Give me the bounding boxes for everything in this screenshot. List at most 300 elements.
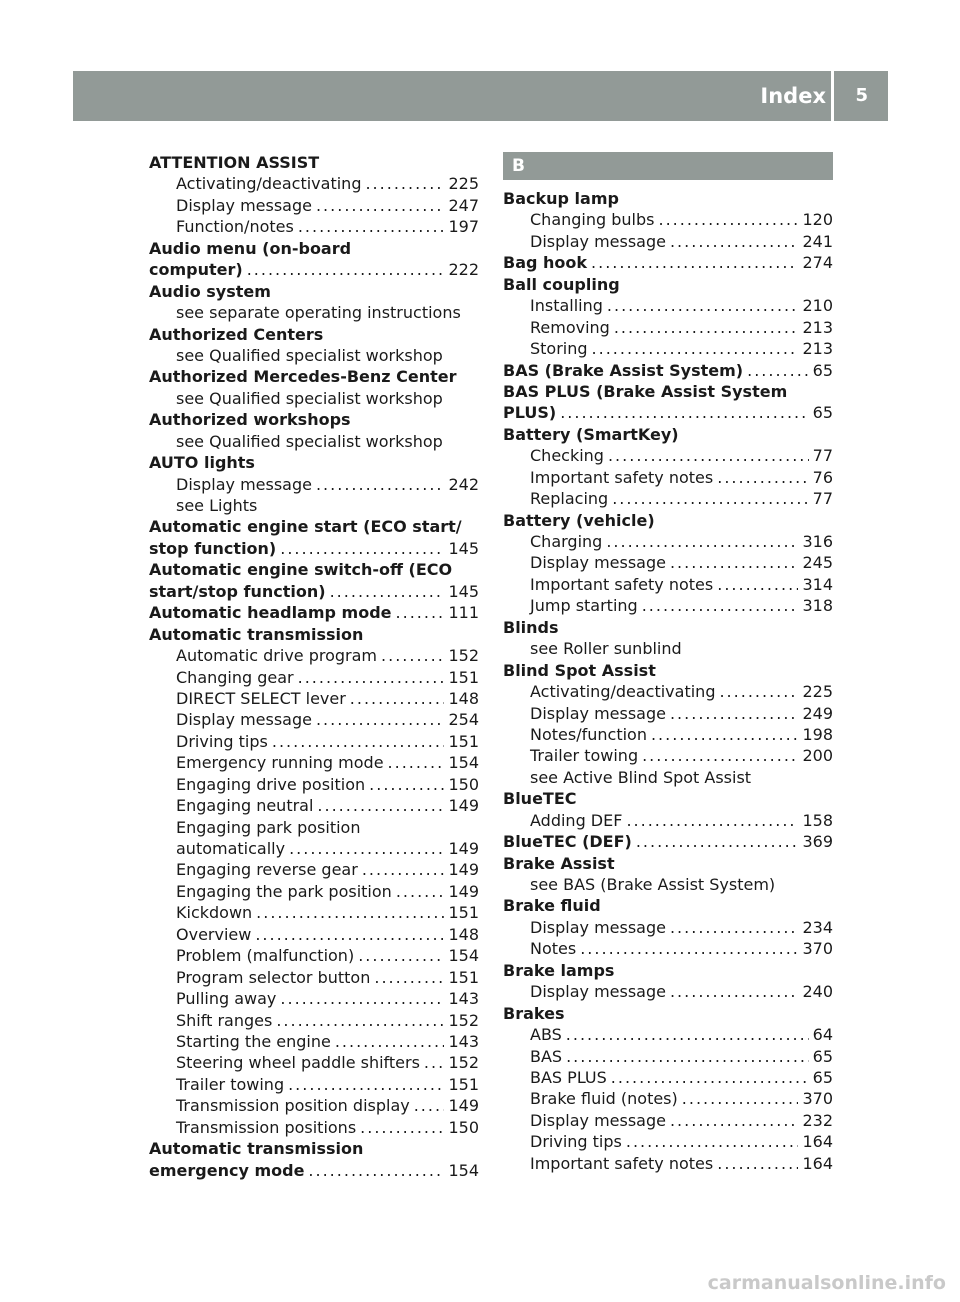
index-entry bbox=[503, 874, 833, 895]
entry-page-number[interactable]: 154 bbox=[448, 1160, 479, 1180]
entry-text: Automatic engine start (ECO start/ bbox=[149, 517, 462, 537]
entry-text: computer) bbox=[149, 260, 243, 280]
index-entry bbox=[503, 274, 833, 295]
dot-leader bbox=[670, 231, 798, 252]
index-entry bbox=[503, 317, 833, 338]
dot-leader bbox=[255, 924, 444, 945]
index-entry bbox=[149, 645, 479, 666]
index-entry bbox=[149, 1010, 479, 1031]
entry-text: Transmission positions bbox=[176, 1117, 357, 1137]
entry-page-number[interactable]: 65 bbox=[812, 1067, 833, 1087]
index-entry bbox=[503, 574, 833, 595]
entry-page-number[interactable]: 65 bbox=[812, 403, 833, 423]
dot-leader bbox=[316, 474, 444, 495]
dot-leader bbox=[335, 1031, 445, 1052]
dot-leader bbox=[276, 1010, 444, 1031]
entry-text: Notes/function bbox=[530, 724, 647, 744]
entry-text: BAS (Brake Assist System) bbox=[503, 360, 744, 380]
entry-text: Trailer towing bbox=[530, 746, 639, 766]
dot-leader bbox=[747, 360, 809, 381]
dot-leader bbox=[717, 574, 798, 595]
index-entry bbox=[503, 1131, 833, 1152]
entry-text: Authorized Centers bbox=[149, 324, 324, 344]
index-entry bbox=[503, 531, 833, 552]
entry-page-number[interactable]: 65 bbox=[812, 1046, 833, 1066]
entry-page-number[interactable]: 154 bbox=[448, 946, 479, 966]
entry-text: Brakes bbox=[503, 1003, 565, 1023]
entry-page-number[interactable]: 234 bbox=[802, 917, 833, 937]
entry-text: PLUS) bbox=[503, 403, 557, 423]
index-entry bbox=[503, 424, 833, 445]
entry-text: Audio menu (on-board bbox=[149, 238, 352, 258]
entry-text: Authorized workshops bbox=[149, 410, 351, 430]
index-entry bbox=[503, 788, 833, 809]
index-entry bbox=[503, 745, 833, 766]
entry-page-number[interactable]: 149 bbox=[448, 881, 479, 901]
entry-text: see BAS (Brake Assist System) bbox=[530, 875, 776, 894]
entry-text: Storing bbox=[530, 339, 588, 359]
dot-leader bbox=[308, 1160, 444, 1181]
entry-page-number[interactable]: 316 bbox=[802, 532, 833, 551]
entry-text: see Lights bbox=[176, 496, 258, 515]
index-entry bbox=[149, 859, 479, 880]
index-entry bbox=[149, 559, 479, 580]
index-entry bbox=[149, 152, 479, 173]
entry-text: Brake lamps bbox=[503, 960, 615, 980]
index-entry bbox=[149, 624, 479, 645]
entry-page-number[interactable]: 213 bbox=[802, 339, 833, 359]
entry-text: Changing gear bbox=[176, 667, 294, 687]
entry-page-number[interactable]: 274 bbox=[802, 253, 833, 273]
entry-text: Engaging reverse gear bbox=[176, 860, 358, 880]
entry-text: Authorized Mercedes-Benz Center bbox=[149, 367, 457, 387]
entry-page-number[interactable]: 200 bbox=[802, 746, 833, 766]
index-column-left bbox=[149, 152, 479, 1181]
entry-page-number[interactable]: 65 bbox=[812, 360, 833, 380]
index-entry bbox=[149, 1095, 479, 1116]
entry-text: Automatic drive program bbox=[176, 646, 378, 666]
dot-leader bbox=[358, 945, 444, 966]
entry-text: Bag hook bbox=[503, 253, 588, 273]
entry-text: Display message bbox=[530, 917, 666, 937]
dot-leader bbox=[670, 917, 798, 938]
index-entry bbox=[503, 1067, 833, 1088]
dot-leader bbox=[280, 538, 444, 559]
entry-text: BlueTEC (DEF) bbox=[503, 832, 632, 852]
section-title: Index bbox=[760, 84, 826, 108]
index-entry bbox=[149, 967, 479, 988]
index-entry bbox=[503, 960, 833, 981]
dot-leader bbox=[682, 1088, 799, 1109]
entry-text: Display message bbox=[530, 1110, 666, 1130]
entry-text: Charging bbox=[530, 532, 603, 551]
entry-text: Blind Spot Assist bbox=[503, 660, 656, 680]
entry-page-number[interactable]: 76 bbox=[812, 467, 833, 487]
entry-page-number[interactable]: 232 bbox=[802, 1110, 833, 1130]
entry-text: Jump starting bbox=[530, 596, 638, 616]
entry-page-number[interactable]: 149 bbox=[448, 860, 479, 880]
entry-page-number[interactable]: 241 bbox=[802, 231, 833, 251]
entry-text: Important safety notes bbox=[530, 574, 714, 594]
index-entry bbox=[503, 703, 833, 724]
entry-text: Driving tips bbox=[530, 1132, 622, 1152]
entry-text: BAS PLUS bbox=[530, 1067, 607, 1087]
dot-leader bbox=[658, 209, 798, 230]
dot-leader bbox=[374, 967, 444, 988]
entry-text: see Qualified specialist workshop bbox=[176, 388, 443, 408]
entry-text: Starting the engine bbox=[176, 1031, 331, 1051]
index-entry bbox=[149, 795, 479, 816]
dot-leader bbox=[256, 902, 444, 923]
index-entries-right bbox=[503, 188, 833, 1174]
entry-text: Automatic transmission bbox=[149, 624, 364, 644]
entry-text: start/stop function) bbox=[149, 581, 326, 601]
entry-page-number[interactable]: 64 bbox=[812, 1025, 833, 1045]
entry-page-number[interactable]: 314 bbox=[802, 574, 833, 594]
entry-text: see separate operating instructions bbox=[176, 303, 461, 323]
dot-leader bbox=[651, 724, 798, 745]
index-entry bbox=[503, 617, 833, 638]
dot-leader bbox=[566, 1046, 809, 1067]
page-number: 5 bbox=[855, 85, 868, 106]
index-entry bbox=[149, 602, 479, 623]
entry-page-number[interactable]: 225 bbox=[448, 174, 479, 194]
entry-page-number[interactable]: 164 bbox=[802, 1132, 833, 1152]
index-entry bbox=[149, 1074, 479, 1095]
dot-leader bbox=[316, 195, 444, 216]
header-divider bbox=[831, 71, 834, 121]
entry-page-number[interactable]: 149 bbox=[448, 1096, 479, 1116]
entry-page-number[interactable]: 145 bbox=[448, 581, 479, 601]
entry-page-number[interactable]: 164 bbox=[802, 1153, 833, 1173]
entry-text: Checking bbox=[530, 446, 604, 466]
index-entry bbox=[503, 252, 833, 273]
index-entry bbox=[503, 1088, 833, 1109]
entry-text: Display message bbox=[530, 553, 666, 573]
entry-text: BlueTEC bbox=[503, 789, 577, 809]
entry-page-number[interactable]: 143 bbox=[448, 1031, 479, 1051]
dot-leader bbox=[717, 467, 808, 488]
entry-page-number[interactable]: 148 bbox=[448, 924, 479, 944]
index-entry bbox=[503, 402, 833, 423]
entry-text: Audio system bbox=[149, 281, 271, 301]
index-entry bbox=[149, 1031, 479, 1052]
entry-text: Blinds bbox=[503, 617, 559, 637]
entry-text: see Qualified specialist workshop bbox=[176, 345, 443, 365]
entry-text: Engaging neutral bbox=[176, 796, 314, 816]
index-entry bbox=[149, 366, 479, 387]
index-entry bbox=[149, 474, 479, 495]
dot-leader bbox=[288, 1074, 444, 1095]
entry-text: Changing bulbs bbox=[530, 210, 655, 230]
index-entry bbox=[149, 345, 479, 366]
entry-text: Display message bbox=[176, 195, 312, 215]
dot-leader bbox=[396, 881, 445, 902]
entry-text: Function/notes bbox=[176, 217, 294, 237]
index-entry bbox=[503, 1153, 833, 1174]
entry-text: Driving tips bbox=[176, 731, 268, 751]
entry-page-number[interactable]: 151 bbox=[448, 1074, 479, 1094]
index-entry bbox=[149, 902, 479, 923]
index-entry bbox=[149, 388, 479, 409]
index-entry bbox=[149, 516, 479, 537]
dot-leader bbox=[717, 1153, 798, 1174]
index-entry bbox=[503, 681, 833, 702]
dot-leader bbox=[636, 831, 799, 852]
dot-leader bbox=[424, 1052, 445, 1073]
entry-page-number[interactable]: 370 bbox=[802, 1089, 833, 1109]
entry-text: Installing bbox=[530, 296, 603, 316]
entry-page-number[interactable]: 213 bbox=[802, 317, 833, 337]
index-entry bbox=[503, 981, 833, 1002]
entry-page-number[interactable]: 225 bbox=[802, 682, 833, 702]
entry-text: AUTO lights bbox=[149, 453, 255, 473]
index-entry bbox=[149, 452, 479, 473]
index-entry bbox=[149, 924, 479, 945]
entry-text: Important safety notes bbox=[530, 1153, 714, 1173]
index-entry bbox=[503, 831, 833, 852]
dot-leader bbox=[330, 581, 445, 602]
entry-page-number[interactable]: 148 bbox=[448, 688, 479, 708]
index-entry bbox=[503, 552, 833, 573]
entry-page-number[interactable]: 111 bbox=[448, 603, 479, 623]
entry-text: Kickdown bbox=[176, 903, 253, 923]
index-entry bbox=[149, 431, 479, 452]
index-entry bbox=[149, 688, 479, 709]
entry-text: Notes bbox=[530, 939, 577, 959]
dot-leader bbox=[289, 838, 444, 859]
dot-leader bbox=[670, 981, 798, 1002]
dot-leader bbox=[626, 1131, 799, 1152]
entry-page-number[interactable]: 197 bbox=[448, 217, 479, 237]
dot-leader bbox=[272, 731, 445, 752]
entry-page-number[interactable]: 151 bbox=[448, 731, 479, 751]
index-column-right bbox=[503, 152, 833, 1174]
dot-leader bbox=[670, 552, 798, 573]
entry-page-number[interactable]: 145 bbox=[448, 538, 479, 558]
index-entry bbox=[149, 302, 479, 323]
entry-page-number[interactable]: 245 bbox=[802, 553, 833, 573]
index-entry bbox=[503, 488, 833, 509]
index-entry bbox=[149, 709, 479, 730]
entry-text: see Active Blind Spot Assist bbox=[530, 767, 752, 787]
dot-leader bbox=[719, 681, 798, 702]
entry-text: see Qualified specialist workshop bbox=[176, 431, 443, 451]
entry-text: emergency mode bbox=[149, 1160, 305, 1180]
entry-text: ATTENTION ASSIST bbox=[149, 153, 320, 172]
entry-page-number[interactable]: 77 bbox=[812, 489, 833, 509]
index-entry bbox=[149, 945, 479, 966]
entry-page-number[interactable]: 150 bbox=[448, 1117, 479, 1137]
index-entry bbox=[149, 409, 479, 430]
entry-text: stop function) bbox=[149, 538, 277, 558]
dot-leader bbox=[614, 317, 799, 338]
entry-text: Display message bbox=[530, 982, 666, 1002]
entry-text: Trailer towing bbox=[176, 1074, 285, 1094]
dot-leader bbox=[670, 703, 798, 724]
dot-leader bbox=[612, 488, 808, 509]
entry-text: Removing bbox=[530, 317, 610, 337]
entry-text: BAS PLUS (Brake Assist System bbox=[503, 381, 788, 401]
index-entry bbox=[503, 660, 833, 681]
entry-text: see Roller sunblind bbox=[530, 639, 682, 659]
dot-leader bbox=[566, 1024, 809, 1045]
entry-text: Replacing bbox=[530, 489, 609, 509]
entry-page-number[interactable]: 120 bbox=[802, 210, 833, 230]
index-entry bbox=[503, 510, 833, 531]
dot-leader bbox=[388, 752, 445, 773]
dot-leader bbox=[365, 173, 444, 194]
entry-page-number[interactable]: 151 bbox=[448, 667, 479, 687]
entry-text: Pulling away bbox=[176, 989, 277, 1009]
index-entry bbox=[503, 724, 833, 745]
entry-page-number[interactable]: 77 bbox=[812, 446, 833, 466]
index-entry bbox=[149, 259, 479, 280]
entry-text: Program selector button bbox=[176, 967, 371, 987]
entry-text: Display message bbox=[176, 710, 312, 730]
index-entry bbox=[149, 817, 479, 838]
dot-leader bbox=[642, 745, 798, 766]
dot-leader bbox=[580, 938, 798, 959]
entry-page-number[interactable]: 154 bbox=[448, 753, 479, 773]
dot-leader bbox=[381, 645, 444, 666]
index-entry bbox=[149, 281, 479, 302]
entry-page-number[interactable]: 369 bbox=[802, 832, 833, 852]
entry-text: Automatic engine switch-off (ECO bbox=[149, 560, 453, 580]
index-entry bbox=[503, 595, 833, 616]
index-entry bbox=[503, 767, 833, 788]
entry-text: Emergency running mode bbox=[176, 753, 384, 773]
entry-text: Transmission position display bbox=[176, 1096, 410, 1116]
entry-page-number[interactable]: 242 bbox=[448, 474, 479, 494]
index-entry bbox=[503, 638, 833, 659]
dot-leader bbox=[369, 774, 444, 795]
entry-text: Display message bbox=[530, 703, 666, 723]
entry-text: Engaging the park position bbox=[176, 881, 392, 901]
entry-page-number[interactable]: 149 bbox=[448, 796, 479, 816]
index-entry bbox=[149, 1160, 479, 1181]
entry-page-number[interactable]: 210 bbox=[802, 296, 833, 316]
index-entry bbox=[503, 917, 833, 938]
entry-page-number[interactable]: 151 bbox=[448, 903, 479, 923]
dot-leader bbox=[670, 1110, 798, 1131]
index-entry bbox=[503, 895, 833, 916]
dot-leader bbox=[298, 216, 445, 237]
index-entry bbox=[149, 324, 479, 345]
entry-text: Brake fluid bbox=[503, 896, 601, 916]
index-entry bbox=[149, 1117, 479, 1138]
index-entry bbox=[149, 731, 479, 752]
entry-text: Important safety notes bbox=[530, 467, 714, 487]
entry-page-number[interactable]: 254 bbox=[448, 710, 479, 730]
entry-text: Ball coupling bbox=[503, 274, 620, 294]
entry-text: Automatic transmission bbox=[149, 1139, 364, 1159]
entry-page-number[interactable]: 247 bbox=[448, 195, 479, 215]
entry-page-number[interactable]: 240 bbox=[802, 982, 833, 1002]
entry-text: Engaging drive position bbox=[176, 774, 366, 794]
entry-text: DIRECT SELECT lever bbox=[176, 688, 346, 708]
index-entry bbox=[503, 810, 833, 831]
entry-page-number[interactable]: 143 bbox=[448, 989, 479, 1009]
entry-page-number[interactable]: 149 bbox=[448, 839, 479, 858]
entry-text: Battery (vehicle) bbox=[503, 510, 655, 530]
entry-page-number[interactable]: 152 bbox=[448, 1010, 479, 1030]
index-entry bbox=[503, 295, 833, 316]
entry-text: Activating/deactivating bbox=[176, 174, 362, 194]
index-entry bbox=[503, 338, 833, 359]
index-entry bbox=[149, 195, 479, 216]
entry-text: Shift ranges bbox=[176, 1010, 273, 1030]
entry-text: Problem (malfunction) bbox=[176, 946, 355, 966]
dot-leader bbox=[280, 988, 444, 1009]
entry-page-number[interactable]: 370 bbox=[802, 939, 833, 959]
index-entry bbox=[503, 1046, 833, 1067]
entry-text: Steering wheel paddle shifters bbox=[176, 1053, 420, 1073]
index-entry bbox=[149, 838, 479, 859]
dot-leader bbox=[298, 667, 445, 688]
dot-leader bbox=[591, 252, 798, 273]
dot-leader bbox=[626, 810, 798, 831]
entry-page-number[interactable]: 150 bbox=[448, 774, 479, 794]
dot-leader bbox=[592, 338, 799, 359]
entry-text: Battery (SmartKey) bbox=[503, 424, 679, 444]
dot-leader bbox=[362, 859, 445, 880]
letter-heading: B bbox=[503, 152, 833, 180]
entry-page-number[interactable]: 222 bbox=[448, 260, 479, 280]
index-entry bbox=[149, 1052, 479, 1073]
entry-text: Backup lamp bbox=[503, 189, 619, 208]
index-entry bbox=[149, 667, 479, 688]
index-entry bbox=[503, 467, 833, 488]
dot-leader bbox=[611, 1067, 809, 1088]
entry-text: Display message bbox=[530, 231, 666, 251]
entry-page-number[interactable]: 152 bbox=[448, 1053, 479, 1073]
entry-page-number[interactable]: 198 bbox=[802, 724, 833, 744]
index-entry bbox=[503, 381, 833, 402]
index-entry bbox=[149, 495, 479, 516]
entry-page-number[interactable]: 152 bbox=[448, 646, 479, 666]
dot-leader bbox=[350, 688, 445, 709]
dot-leader bbox=[606, 531, 798, 552]
entry-text: Brake Assist bbox=[503, 853, 615, 873]
entry-page-number[interactable]: 249 bbox=[802, 703, 833, 723]
entry-text: Engaging park position bbox=[176, 817, 361, 837]
entry-page-number[interactable]: 151 bbox=[448, 967, 479, 987]
index-entry bbox=[149, 581, 479, 602]
index-entry bbox=[149, 238, 479, 259]
index-entry bbox=[503, 1024, 833, 1045]
index-entry bbox=[503, 1110, 833, 1131]
entry-text: Display message bbox=[176, 474, 312, 494]
entry-page-number[interactable]: 158 bbox=[802, 810, 833, 830]
entry-text: Brake fluid (notes) bbox=[530, 1089, 678, 1109]
dot-leader bbox=[360, 1117, 444, 1138]
dot-leader bbox=[608, 445, 809, 466]
index-entry bbox=[503, 1003, 833, 1024]
entry-text: Activating/deactivating bbox=[530, 682, 716, 702]
entry-text: Automatic headlamp mode bbox=[149, 603, 392, 623]
dot-leader bbox=[247, 259, 445, 280]
index-entry bbox=[503, 445, 833, 466]
watermark: carmanualsonline.info bbox=[707, 1272, 946, 1294]
index-entry bbox=[503, 209, 833, 230]
index-entry bbox=[149, 988, 479, 1009]
entry-text: automatically bbox=[176, 839, 286, 858]
entry-text: ABS bbox=[530, 1025, 562, 1045]
index-entry bbox=[149, 216, 479, 237]
index-entry bbox=[503, 938, 833, 959]
entry-page-number[interactable]: 318 bbox=[802, 596, 833, 616]
